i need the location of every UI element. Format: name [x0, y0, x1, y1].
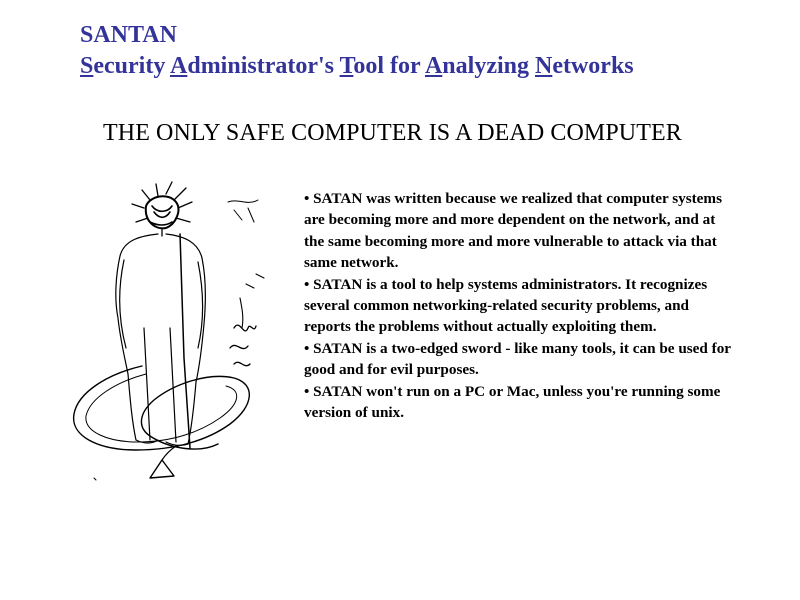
title-part: A [424, 53, 443, 79]
title-part: A [170, 53, 188, 79]
title-acronym: SANTAN [80, 22, 177, 48]
title-part: ool for [353, 53, 425, 79]
devil-sketch-illustration [58, 178, 298, 488]
bullet-item: • SATAN was written because we realized that computer systems are becoming more and more dependent on the network, and at the same becoming more and more vulnerable to attack via that same network. [304, 190, 722, 272]
motto-heading: THE ONLY SAFE COMPUTER IS A DEAD COMPUTER [103, 120, 682, 146]
title-part: N [534, 53, 553, 79]
bullet-item: • SATAN is a tool to help systems administrators. It recognizes several common networking-related security problems, and reports the problems without actually exploiting them. [304, 275, 708, 336]
title-part: T [339, 53, 354, 79]
bullet-item: • SATAN is a two-edged sword - like many tools, it can be used for good and for evil purposes. [304, 339, 731, 379]
slide-title [80, 20, 634, 82]
title-part: etworks [552, 53, 634, 79]
title-part: dministrator's [187, 53, 340, 79]
title-expansion [80, 51, 634, 82]
title-part: S [80, 53, 94, 79]
title-part: nalyzing [442, 53, 535, 79]
bullet-item: • SATAN won't run on a PC or Mac, unless you're running some version of unix. [304, 382, 721, 422]
bullet-list [304, 188, 736, 423]
title-part: ecurity [93, 53, 170, 79]
